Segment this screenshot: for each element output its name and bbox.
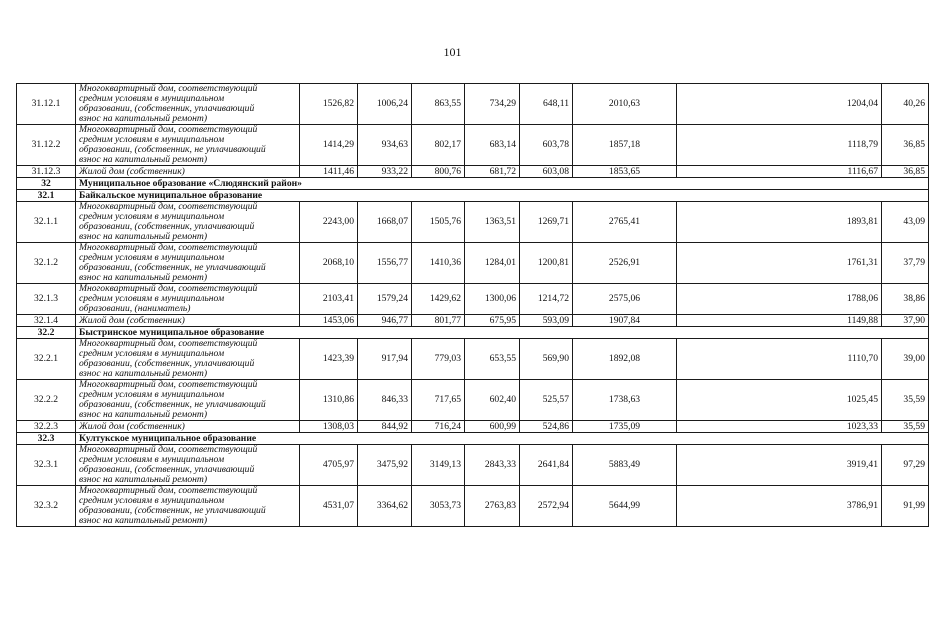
row-description <box>76 125 300 166</box>
value-cell: 2010,63 <box>573 84 677 125</box>
table-row <box>17 284 929 315</box>
value-cell: 1269,71 <box>520 202 573 243</box>
value-cell: 681,72 <box>465 166 520 178</box>
row-description <box>76 284 300 315</box>
value-cell: 37,90 <box>882 315 929 327</box>
section-row <box>17 178 929 190</box>
row-code: 32 <box>17 178 76 190</box>
value-cell: 675,95 <box>465 315 520 327</box>
value-cell: 734,29 <box>465 84 520 125</box>
value-cell: 1761,31 <box>677 243 882 284</box>
value-cell: 2765,41 <box>573 202 677 243</box>
value-cell: 4705,97 <box>300 445 358 486</box>
value-cell: 2572,94 <box>520 486 573 527</box>
description-line: средним условиям в муниципальном <box>79 252 225 264</box>
table-row <box>17 202 929 243</box>
value-cell: 1363,51 <box>465 202 520 243</box>
value-cell: 36,85 <box>882 125 929 166</box>
row-code: 32.2.2 <box>17 380 76 421</box>
table-row <box>17 243 929 284</box>
table-row <box>17 445 929 486</box>
table-row <box>17 315 929 327</box>
value-cell: 36,85 <box>882 166 929 178</box>
table-row <box>17 421 929 433</box>
section-row <box>17 327 929 339</box>
value-cell: 97,29 <box>882 445 929 486</box>
value-cell: 917,94 <box>358 339 412 380</box>
description-line: Жилой дом (собственник) <box>79 420 185 432</box>
value-cell: 35,59 <box>882 380 929 421</box>
value-cell: 863,55 <box>412 84 465 125</box>
value-cell: 1579,24 <box>358 284 412 315</box>
row-code: 32.1.3 <box>17 284 76 315</box>
value-cell: 1308,03 <box>300 421 358 433</box>
value-cell: 4531,07 <box>300 486 358 527</box>
description-line: образовании, (собственник, уплачивающий <box>79 103 255 114</box>
value-cell: 3919,41 <box>677 445 882 486</box>
value-cell: 1149,88 <box>677 315 882 327</box>
value-cell: 1410,36 <box>412 243 465 284</box>
row-description <box>76 315 300 327</box>
value-cell: 2526,91 <box>573 243 677 284</box>
row-description <box>76 445 300 486</box>
description-line: Многоквартирный дом, соответствующий <box>79 124 258 136</box>
value-cell: 2068,10 <box>300 243 358 284</box>
section-title: Култукское муниципальное образование <box>76 433 929 445</box>
row-code: 32.1.1 <box>17 202 76 243</box>
value-cell: 1300,06 <box>465 284 520 315</box>
value-cell: 3053,73 <box>412 486 465 527</box>
value-cell: 1023,33 <box>677 421 882 433</box>
value-cell: 2763,83 <box>465 486 520 527</box>
value-cell: 603,78 <box>520 125 573 166</box>
table-row <box>17 125 929 166</box>
description-line: Жилой дом (собственник) <box>79 165 185 177</box>
value-cell: 39,00 <box>882 339 929 380</box>
page-number: 101 <box>443 45 462 59</box>
value-cell: 3786,91 <box>677 486 882 527</box>
description-line: Многоквартирный дом, соответствующий <box>79 444 258 456</box>
value-cell: 1505,76 <box>412 202 465 243</box>
value-cell: 717,65 <box>412 380 465 421</box>
value-cell: 946,77 <box>358 315 412 327</box>
value-cell: 1907,84 <box>573 315 677 327</box>
table-body <box>17 84 929 527</box>
row-description <box>76 486 300 527</box>
row-code: 32.2.1 <box>17 339 76 380</box>
value-cell: 1735,09 <box>573 421 677 433</box>
description-line: взнос на капитальный ремонт) <box>79 408 208 420</box>
description-line: образовании, (собственник, уплачивающий <box>79 358 255 369</box>
description-line: Многоквартирный дом, соответствующий <box>79 283 258 295</box>
row-code: 32.3 <box>17 433 76 445</box>
value-cell: 1526,82 <box>300 84 358 125</box>
value-cell: 1110,70 <box>677 339 882 380</box>
row-code: 32.1.2 <box>17 243 76 284</box>
description-line: взнос на капитальный ремонт) <box>79 271 208 283</box>
value-cell: 1453,06 <box>300 315 358 327</box>
tariff-table <box>16 83 929 527</box>
value-cell: 1025,45 <box>677 380 882 421</box>
description-line: Многоквартирный дом, соответствующий <box>79 485 258 497</box>
value-cell: 2103,41 <box>300 284 358 315</box>
value-cell: 1204,04 <box>677 84 882 125</box>
value-cell: 1892,08 <box>573 339 677 380</box>
description-line: образовании, (собственник, не уплачивающий <box>79 262 266 273</box>
value-cell: 1214,72 <box>520 284 573 315</box>
description-line: средним условиям в муниципальном <box>79 93 225 105</box>
value-cell: 1118,79 <box>677 125 882 166</box>
row-description <box>76 243 300 284</box>
value-cell: 934,63 <box>358 125 412 166</box>
value-cell: 602,40 <box>465 380 520 421</box>
row-code: 32.3.1 <box>17 445 76 486</box>
value-cell: 569,90 <box>520 339 573 380</box>
description-line: взнос на капитальный ремонт) <box>79 367 208 379</box>
value-cell: 1200,81 <box>520 243 573 284</box>
value-cell: 1284,01 <box>465 243 520 284</box>
value-cell: 5644,99 <box>573 486 677 527</box>
row-code: 32.1.4 <box>17 315 76 327</box>
section-row <box>17 190 929 202</box>
value-cell: 1411,46 <box>300 166 358 178</box>
value-cell: 801,77 <box>412 315 465 327</box>
value-cell: 653,55 <box>465 339 520 380</box>
row-description <box>76 84 300 125</box>
table-row <box>17 339 929 380</box>
value-cell: 716,24 <box>412 421 465 433</box>
section-title: Муниципальное образование «Слюдянский район» <box>76 178 929 190</box>
value-cell: 600,99 <box>465 421 520 433</box>
description-line: взнос на капитальный ремонт) <box>79 473 208 485</box>
value-cell: 1310,86 <box>300 380 358 421</box>
description-line: средним условиям в муниципальном <box>79 348 225 360</box>
section-row <box>17 433 929 445</box>
description-line: образовании, (собственник, не уплачивающий <box>79 144 266 155</box>
value-cell: 2243,00 <box>300 202 358 243</box>
value-cell: 43,09 <box>882 202 929 243</box>
description-line: Многоквартирный дом, соответствующий <box>79 338 258 350</box>
value-cell: 3364,62 <box>358 486 412 527</box>
value-cell: 1429,62 <box>412 284 465 315</box>
row-description <box>76 202 300 243</box>
description-line: взнос на капитальный ремонт) <box>79 112 208 124</box>
value-cell: 800,76 <box>412 166 465 178</box>
value-cell: 1668,07 <box>358 202 412 243</box>
section-title: Байкальское муниципальное образование <box>76 190 929 202</box>
row-code: 32.2 <box>17 327 76 339</box>
table-row <box>17 380 929 421</box>
description-line: взнос на капитальный ремонт) <box>79 153 208 165</box>
row-code: 31.12.1 <box>17 84 76 125</box>
value-cell: 40,26 <box>882 84 929 125</box>
value-cell: 35,59 <box>882 421 929 433</box>
value-cell: 603,08 <box>520 166 573 178</box>
value-cell: 2843,33 <box>465 445 520 486</box>
row-code: 32.3.2 <box>17 486 76 527</box>
value-cell: 683,14 <box>465 125 520 166</box>
value-cell: 648,11 <box>520 84 573 125</box>
row-code: 31.12.3 <box>17 166 76 178</box>
description-line: средним условиям в муниципальном <box>79 134 225 146</box>
table-row <box>17 84 929 125</box>
value-cell: 3149,13 <box>412 445 465 486</box>
value-cell: 844,92 <box>358 421 412 433</box>
description-line: взнос на капитальный ремонт) <box>79 230 208 242</box>
description-line: средним условиям в муниципальном <box>79 211 225 223</box>
description-line: образовании, (собственник, не уплачивающий <box>79 399 266 410</box>
description-line: Многоквартирный дом, соответствующий <box>79 379 258 391</box>
value-cell: 1006,24 <box>358 84 412 125</box>
description-line: средним условиям в муниципальном <box>79 495 225 507</box>
description-line: образовании, (собственник, уплачивающий <box>79 464 255 475</box>
value-cell: 1423,39 <box>300 339 358 380</box>
value-cell: 5883,49 <box>573 445 677 486</box>
description-line: Многоквартирный дом, соответствующий <box>79 242 258 254</box>
value-cell: 933,22 <box>358 166 412 178</box>
value-cell: 846,33 <box>358 380 412 421</box>
description-line: Многоквартирный дом, соответствующий <box>79 83 258 95</box>
description-line: средним условиям в муниципальном <box>79 389 225 401</box>
value-cell: 1788,06 <box>677 284 882 315</box>
value-cell: 1414,29 <box>300 125 358 166</box>
description-line: Жилой дом (собственник) <box>79 314 185 326</box>
description-line: образовании, (наниматель) <box>79 302 191 314</box>
description-line: средним условиям в муниципальном <box>79 454 225 466</box>
value-cell: 3475,92 <box>358 445 412 486</box>
value-cell: 802,17 <box>412 125 465 166</box>
value-cell: 593,09 <box>520 315 573 327</box>
value-cell: 1556,77 <box>358 243 412 284</box>
value-cell: 1116,67 <box>677 166 882 178</box>
row-description <box>76 166 300 178</box>
value-cell: 2641,84 <box>520 445 573 486</box>
description-line: образовании, (собственник, уплачивающий <box>79 221 255 232</box>
value-cell: 1738,63 <box>573 380 677 421</box>
value-cell: 1857,18 <box>573 125 677 166</box>
value-cell: 37,79 <box>882 243 929 284</box>
value-cell: 524,86 <box>520 421 573 433</box>
description-line: Многоквартирный дом, соответствующий <box>79 201 258 213</box>
value-cell: 1893,81 <box>677 202 882 243</box>
row-code: 32.1 <box>17 190 76 202</box>
value-cell: 38,86 <box>882 284 929 315</box>
value-cell: 779,03 <box>412 339 465 380</box>
value-cell: 525,57 <box>520 380 573 421</box>
row-code: 32.2.3 <box>17 421 76 433</box>
table-row <box>17 166 929 178</box>
row-description <box>76 421 300 433</box>
value-cell: 91,99 <box>882 486 929 527</box>
table-row <box>17 486 929 527</box>
section-title: Быстринское муниципальное образование <box>76 327 929 339</box>
row-code: 31.12.2 <box>17 125 76 166</box>
description-line: образовании, (собственник, не уплачивающий <box>79 505 266 516</box>
description-line: взнос на капитальный ремонт) <box>79 514 208 526</box>
value-cell: 2575,06 <box>573 284 677 315</box>
value-cell: 1853,65 <box>573 166 677 178</box>
row-description <box>76 339 300 380</box>
row-description <box>76 380 300 421</box>
description-line: средним условиям в муниципальном <box>79 293 225 305</box>
